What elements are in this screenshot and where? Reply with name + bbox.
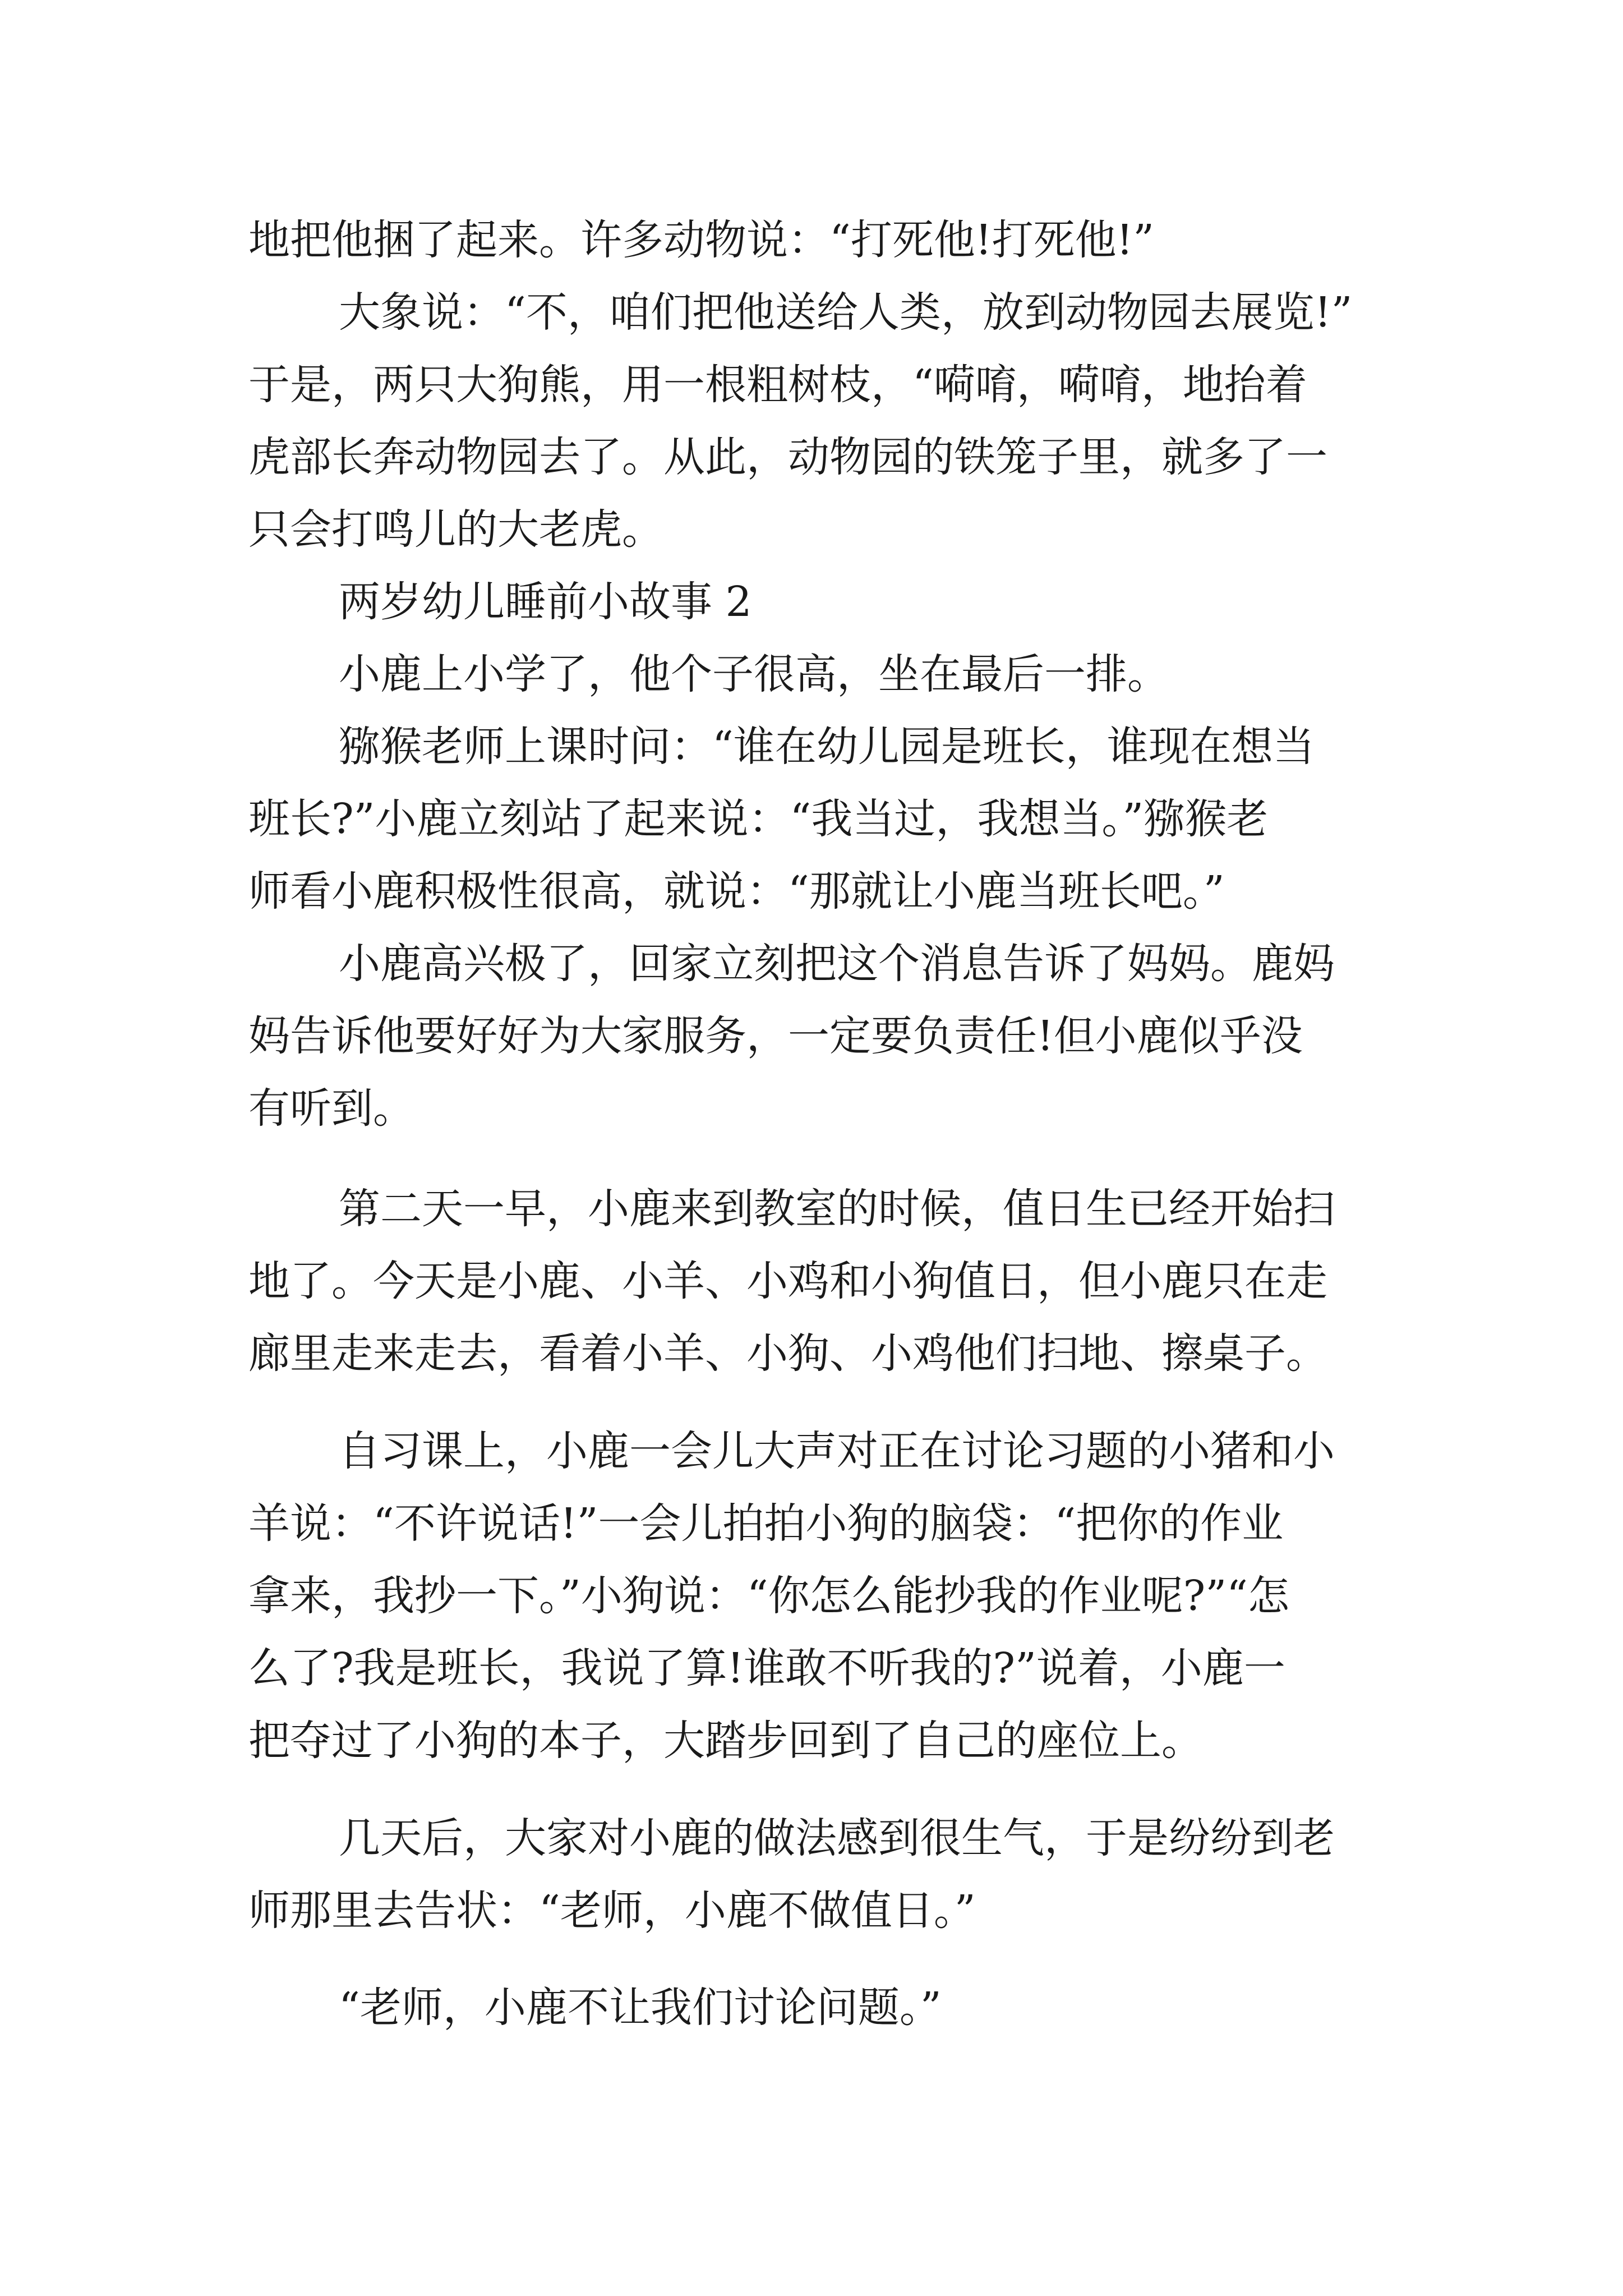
- text-line: 么了?我是班长，我说了算!谁敢不听我的?”说着，小鹿一: [248, 1644, 1285, 1692]
- text-line: 妈告诉他要好好为大家服务，一定要负责任!但小鹿似乎没: [248, 1012, 1303, 1060]
- text-line: “老师，小鹿不让我们讨论问题。”: [339, 1984, 942, 2032]
- text-line: 几天后，大家对小鹿的做法感到很生气，于是纷纷到老: [339, 1814, 1335, 1862]
- text-line: 师看小鹿积极性很高，就说：“那就让小鹿当班长吧。”: [248, 867, 1225, 915]
- text-line: 虎部长奔动物园去了。从此，动物园的铁笼子里，就多了一: [248, 433, 1327, 481]
- text-line: 地把他捆了起来。许多动物说：“打死他!打死他!”: [248, 216, 1155, 264]
- text-line: 地了。今天是小鹿、小羊、小鸡和小狗值日，但小鹿只在走: [248, 1257, 1327, 1305]
- text-line: 自习课上，小鹿一会儿大声对正在讨论习题的小猪和小: [339, 1427, 1335, 1475]
- section-heading: 两岁幼儿睡前小故事 2: [339, 578, 752, 626]
- text-line: 把夺过了小狗的本子，大踏步回到了自己的座位上。: [248, 1717, 1203, 1765]
- text-line: 只会打鸣儿的大老虎。: [248, 505, 663, 554]
- text-line: 于是，两只大狗熊，用一根粗树枝，“嗬唷，嗬唷，地抬着: [248, 361, 1307, 409]
- text-line: 廊里走来走去，看着小羊、小狗、小鸡他们扫地、擦桌子。: [248, 1329, 1327, 1378]
- text-line: 第二天一早，小鹿来到教室的时候，值日生已经开始扫: [339, 1185, 1335, 1233]
- text-line: 师那里去告状：“老师，小鹿不做值日。”: [248, 1887, 976, 1935]
- text-line: 羊说：“不许说话!”一会儿拍拍小狗的脑袋：“把你的作业: [248, 1499, 1284, 1548]
- text-line: 小鹿上小学了，他个子很高，坐在最后一排。: [339, 650, 1169, 698]
- text-line: 大象说：“不，咱们把他送给人类，放到动物园去展览!”: [339, 288, 1353, 337]
- text-line: 小鹿高兴极了，回家立刻把这个消息告诉了妈妈。鹿妈: [339, 940, 1335, 988]
- text-line: 猕猴老师上课时问：“谁在幼儿园是班长，谁现在想当: [339, 723, 1315, 771]
- text-line: 拿来，我抄一下。”小狗说：“你怎么能抄我的作业呢?”“怎: [248, 1572, 1289, 1620]
- text-line: 有听到。: [248, 1084, 414, 1133]
- text-line: 班长?”小鹿立刻站了起来说：“我当过，我想当。”猕猴老: [248, 795, 1269, 843]
